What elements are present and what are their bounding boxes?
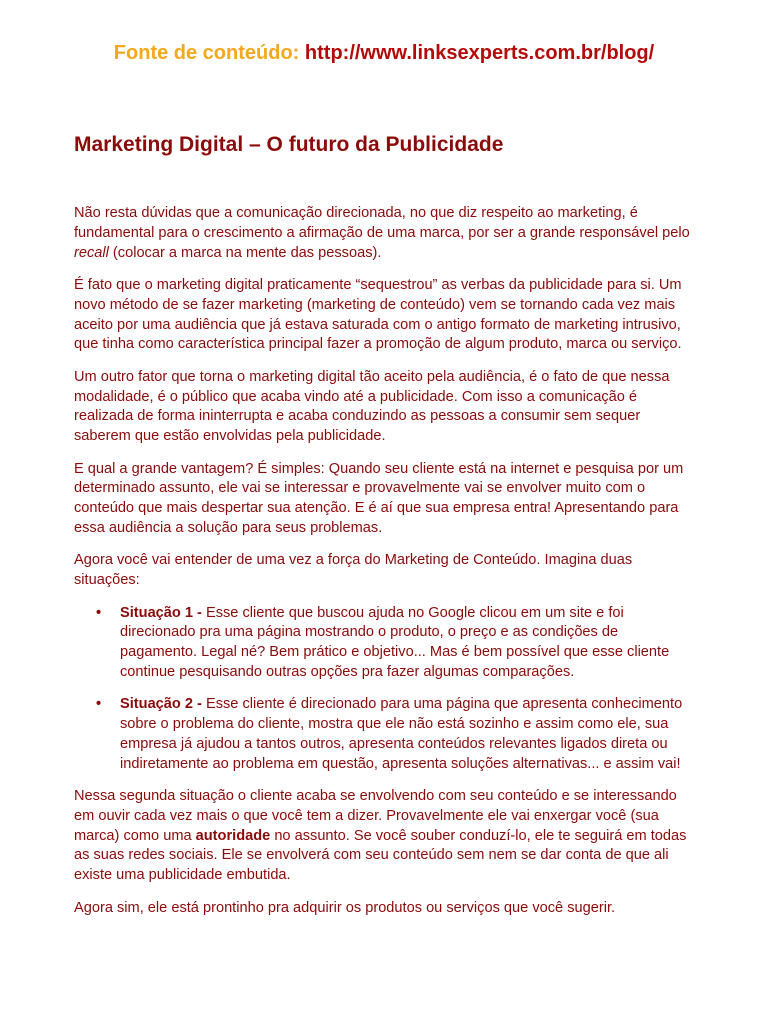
source-url-link[interactable]: http://www.linksexperts.com.br/blog/ bbox=[304, 42, 655, 64]
recall-emphasis: recall bbox=[74, 244, 109, 261]
paragraph-situacoes-intro: Agora você vai entender de uma vez a força do Marketing de Conteúdo. Imagina duas situações: bbox=[74, 552, 633, 589]
bullet-icon: • bbox=[96, 696, 102, 713]
paragraph-conclusion: Agora sim, ele está prontinho pra adquirir os produtos ou serviços que você sugerir. bbox=[74, 899, 616, 916]
bullet-icon: • bbox=[96, 604, 102, 621]
content-source bbox=[0, 42, 768, 65]
list-item bbox=[96, 604, 696, 683]
autoridade-bold: autoridade bbox=[195, 827, 271, 844]
paragraph-segunda-situacao: Nessa segunda situação o cliente acaba se envolvendo com seu conteúdo e se interessando em ouvir cada vez mais o que você tem a dizer. Provavelmente ele vai enxergar você (sua marca) como uma autoridade no assunto. Se você souber conduzí-lo, ele te seguirá em todas as suas redes sociais. Ele se envolverá com seu conteúdo sem nem se dar conta de que ali existe uma publicidade embutida. bbox=[74, 788, 687, 884]
situation-label: Situação 2 - bbox=[120, 696, 202, 713]
article-body bbox=[74, 204, 696, 931]
paragraph-vantagem: E qual a grande vantagem? É simples: Quando seu cliente está na internet e pesquisa por um determinado assunto, ele vai se interessar e provavelmente vai se envolver muito com o conteúdo que mais despertar sua atenção. E é aí que sua empresa entra! Apresentando para essa audiência a solução para seus problemas. bbox=[74, 460, 684, 536]
paragraph-sequestrou: É fato que o marketing digital praticamente “sequestrou” as verbas da publicidade para si. Um novo método de se fazer marketing (marketing de conteúdo) vem se tornando cada vez mais aceito por uma audiência que já estava saturada com o antigo formato de marketing intrusivo, que tinha como característica principal fazer a promoção de algum produto, marca ou serviço. bbox=[74, 276, 682, 353]
paragraph-intro: Não resta dúvidas que a comunicação direcionada, no que diz respeito ao marketing, é fundamental para o crescimento a afirmação de uma marca, por ser a grande responsável pelo recall (colocar a marca na mente das pessoas). bbox=[74, 205, 690, 261]
article-title: Marketing Digital – O futuro da Publicidade bbox=[74, 133, 504, 156]
situation-text: Esse cliente que buscou ajuda no Google clicou em um site e foi direcionado pra uma página mostrando o produto, o preço e as condições de pagamento. Legal né? Bem prático e objetivo... Mas é bem possível que esse cliente continue pesquisando outras opções pra fazer algumas comparações. bbox=[120, 604, 670, 680]
source-label: Fonte de conteúdo: bbox=[113, 42, 300, 64]
list-item bbox=[96, 695, 696, 774]
situation-text: Esse cliente é direcionado para uma página que apresenta conhecimento sobre o problema do cliente, mostra que ele não está sozinho e assim como ele, sua empresa já ajudou a tantos outros, apresenta conteúdos relevantes ligados direta ou indiretamente ao problema em questão, apresenta soluções alternativas... e assim vai! bbox=[120, 696, 683, 772]
situations-list bbox=[74, 604, 696, 775]
situation-label: Situação 1 - bbox=[120, 604, 202, 621]
paragraph-outro-fator: Um outro fator que torna o marketing digital tão aceito pela audiência, é o fato de que nessa modalidade, é o público que acaba vindo até a publicidade. Com isso a comunicação é realizada de forma ininterrupta e acaba conduzindo as pessoas a consumir sem sequer saberem que estão envolvidas pela publicidade. bbox=[74, 368, 670, 445]
